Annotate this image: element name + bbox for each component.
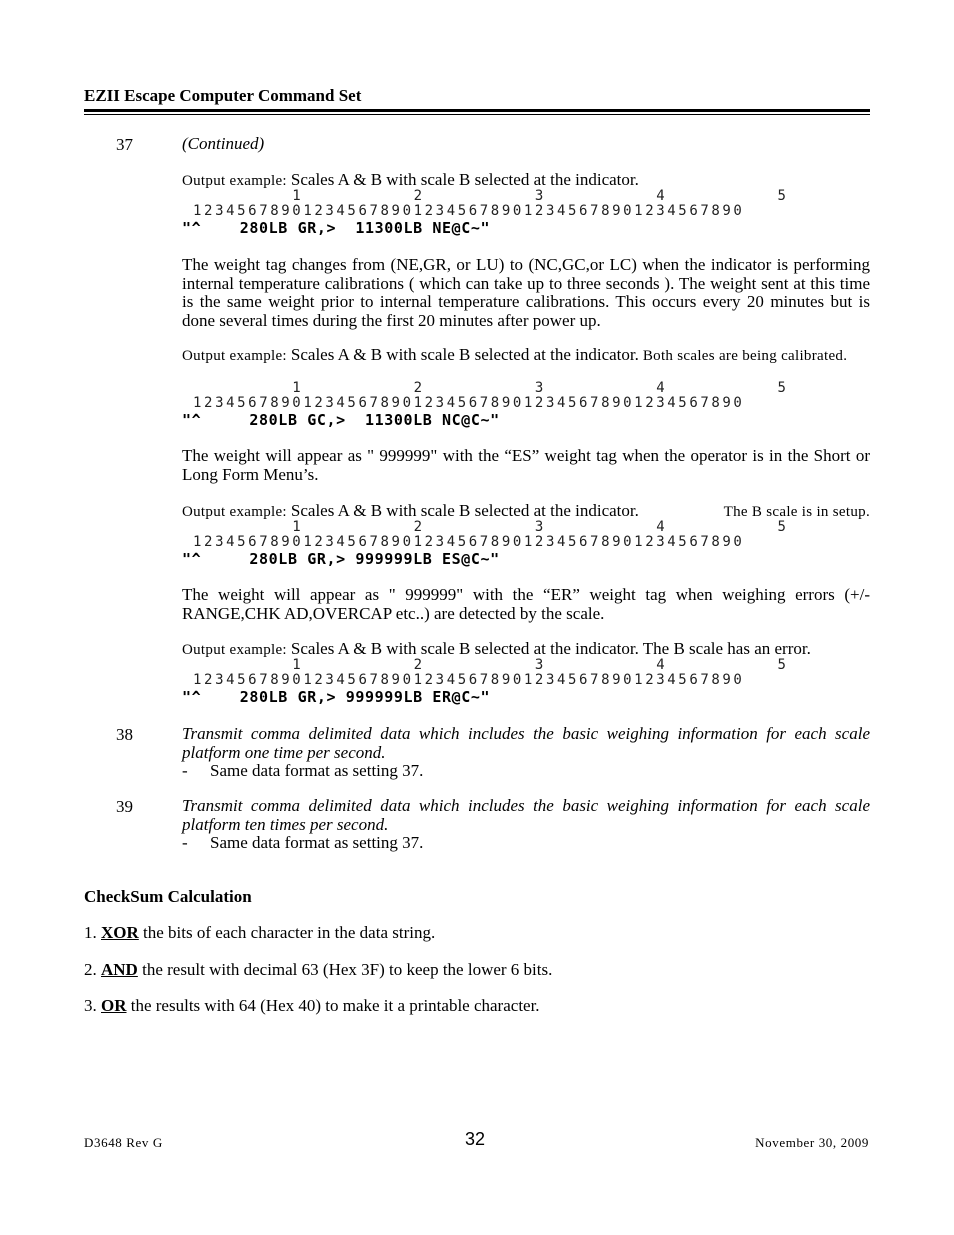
section-number-39: 39: [116, 797, 133, 816]
section-38-description: Transmit comma delimited data which includes the basic weighing information for each scale platform one time per second.: [182, 724, 870, 762]
output-example-label: Output example:: [182, 642, 287, 658]
ruler-ones-2: 12345678901234567890123456789012345678901234567890: [182, 395, 745, 411]
checksum-step-text: the bits of each character in the data string.: [138, 923, 436, 942]
output-data-string-3: "^ 280LB GR,> 999999LB ES@C~": [182, 550, 500, 568]
checksum-step-text: the results with 64 (Hex 40) to make it a printable character.: [126, 996, 540, 1015]
section-37-continued: (Continued): [182, 134, 265, 153]
output-example-label: Output example:: [182, 504, 287, 520]
paragraph-weight-tag-calibration: The weight tag changes from (NE,GR, or LU) to (NC,GC,or LC) when the indicator is performing internal temperature calibrations ( which can take up to three seconds ). The weight sent at this time is the same weight prior to internal temperature calibrations. This occurs every 20 minutes but is done several times during the first 20 minutes after power up.: [182, 255, 870, 330]
section-39-description: Transmit comma delimited data which includes the basic weighing information for each scale platform ten times per second.: [182, 796, 870, 834]
output-example-text: Scales A & B with scale B selected at the indicator.: [290, 345, 639, 364]
output-example-label: Output example:: [182, 348, 287, 364]
checksum-step-keyword: AND: [101, 960, 138, 979]
output-example-2: [182, 346, 870, 365]
output-example-text: Scales A & B with scale B selected at the indicator. The B scale has an error.: [290, 639, 811, 658]
output-data-string-4: "^ 280LB GR,> 999999LB ER@C~": [182, 688, 491, 706]
ruler-tens-3: 1 2 3 4 5: [182, 519, 789, 535]
output-data-string-1: "^ 280LB GR,> 11300LB NE@C~": [182, 219, 491, 237]
checksum-step-keyword: OR: [101, 996, 127, 1015]
section-39-note: Same data format as setting 37.: [210, 833, 424, 852]
ruler-ones-1: 12345678901234567890123456789012345678901234567890: [182, 203, 745, 219]
output-data-string-2: "^ 280LB GC,> 11300LB NC@C~": [182, 411, 500, 429]
footer-page-number: 32: [465, 1129, 486, 1149]
output-example-note: The B scale is in setup.: [723, 504, 870, 520]
checksum-step-number: 2.: [84, 960, 97, 979]
checksum-step-keyword: XOR: [101, 923, 139, 942]
section-38-dash: -: [182, 761, 188, 780]
ruler-tens-2: 1 2 3 4 5: [182, 380, 789, 396]
checksum-step-number: 1.: [84, 923, 97, 942]
footer-doc-id: D3648 Rev G: [84, 1135, 163, 1150]
section-39-dash: -: [182, 833, 188, 852]
section-number-37: 37: [116, 135, 133, 154]
header-rule-thin: [84, 114, 870, 115]
output-example-note: Both scales are being calibrated.: [642, 348, 848, 364]
checksum-step-3: [84, 997, 540, 1016]
checksum-heading: CheckSum Calculation: [84, 887, 252, 906]
paragraph-es-weight-tag: The weight will appear as " 999999" with the “ES” weight tag when the operator is in the Short or Long Form Menu’s.: [182, 446, 870, 484]
header-rule-thick: [84, 109, 870, 112]
checksum-step-number: 3.: [84, 996, 97, 1015]
checksum-step-2: [84, 961, 552, 980]
output-example-label: Output example:: [182, 173, 287, 189]
page-header-title: EZII Escape Computer Command Set: [84, 86, 362, 105]
ruler-ones-3: 12345678901234567890123456789012345678901234567890: [182, 534, 745, 550]
footer-date: November 30, 2009: [755, 1135, 869, 1150]
output-example-text: Scales A & B with scale B selected at the indicator.: [290, 501, 639, 520]
ruler-tens-4: 1 2 3 4 5: [182, 657, 789, 673]
section-number-38: 38: [116, 725, 133, 744]
section-38-note: Same data format as setting 37.: [210, 761, 424, 780]
output-example-text: Scales A & B with scale B selected at the indicator.: [290, 170, 639, 189]
ruler-ones-4: 12345678901234567890123456789012345678901234567890: [182, 672, 745, 688]
paragraph-er-weight-tag: The weight will appear as " 999999" with the “ER” weight tag when weighing errors (+/- RANGE,CHK AD,OVERCAP etc..) are detected by the scale.: [182, 585, 870, 623]
ruler-tens-1: 1 2 3 4 5: [182, 188, 789, 204]
checksum-step-1: [84, 924, 435, 943]
checksum-step-text: the result with decimal 63 (Hex 3F) to keep the lower 6 bits.: [137, 960, 553, 979]
